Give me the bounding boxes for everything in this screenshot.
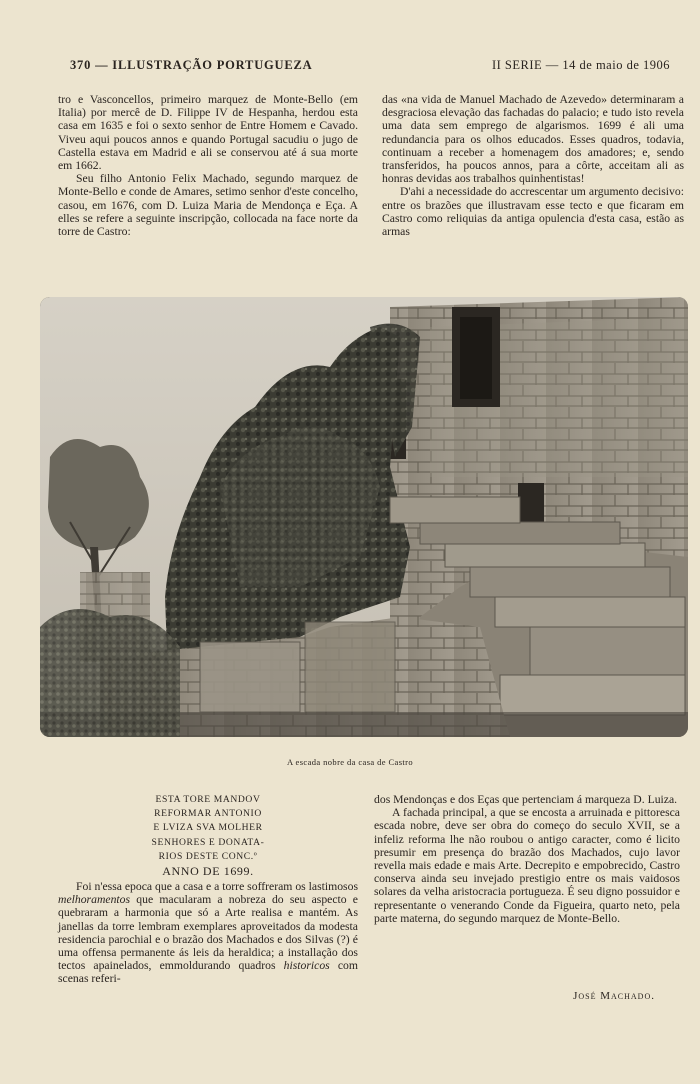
page-number-title: 370 — ILLUSTRAÇÃO PORTUGUEZA	[70, 57, 313, 72]
page-header	[70, 56, 670, 74]
inscription	[118, 793, 298, 878]
inscription-line: SENHORES E DONATA-	[151, 836, 265, 848]
photo-caption: A escada nobre da casa de Castro	[286, 757, 414, 767]
column-top-left	[58, 93, 358, 238]
emphasis: melhoramentos	[58, 893, 131, 907]
paragraph: das «na vida de Manuel Machado de Azevedo» determinaram a desgraciosa elevação das fachadas do palacio; e tudo isto revela uma data sem emprego de algarismos. 1699 é ali uma redundancia para os olhos educados. Esses quadros, todavia, continuam a receber a homenagem dos amadores; e, sendo transferidos, ha poucos annos, para a côrte, acceitam ali as honras devidas aos trabalhos quinhentistas!	[382, 93, 684, 186]
inscription-line: REFORMAR ANTONIO	[154, 808, 262, 820]
photo-illustration	[40, 297, 688, 737]
column-top-right	[382, 93, 684, 238]
paragraph	[58, 880, 358, 986]
inscription-line: ANNO DE 1699.	[162, 864, 254, 879]
paragraph: A fachada principal, a que se encosta a arruinada e pittoresca escada nobre, deve ser obra do começo do seculo XVII, se a infeliz reforma lhe não roubou o antigo caracter, como é licito presumir em presença do brazão dos Machados, cujo lavor revella mais edade e mais Arte. Decrepito e empobrecido, Castro conserva ainda seu invejado prestigio entre os mais vaidosos solares da velha aristocracia portugueza. É seu digno possuidor e representante o venerando Conde da Figueira, quarto neto, pela parte materna, do segundo marquez de Monte-Bello.	[374, 806, 680, 925]
paragraph: tro e Vasconcellos, primeiro marquez de Monte-Bello (em Italia) por mercê de D. Filippe IV de Hespanha, herdou esta casa em 1635 e foi o sexto senhor de Entre Homem e Cavado. Viveu aqui poucos annos e quando Portugal sacudiu o jugo de Castella estava em Madrid e ali se conservou até á sua morte em 1662.	[58, 93, 358, 173]
inscription-line: ESTA TORE MANDOV	[155, 794, 261, 805]
text-run: que macularam a nobreza do seu aspecto e quebraram a harmonia que só a Arte realisa e mantém. As janellas da torre lembram exemplares aproveitados da modesta residencia parochial e o brazão dos Machados e dos Silvas (?) é uma offensa permanente ás leis da heraldica; a installação dos tectos apainelados, emmoldurando quadros	[58, 893, 358, 973]
column-bottom-right	[374, 793, 680, 925]
author-signature: José Machado.	[573, 990, 655, 1002]
column-bottom-left	[58, 880, 358, 986]
inscription-line: RIOS DESTE CONC.º	[158, 850, 258, 862]
paragraph: dos Mendonças e dos Eças que pertenciam á marqueza D. Luiza.	[374, 793, 678, 806]
emphasis: historicos	[283, 959, 330, 973]
paragraph: D'ahi a necessidade do accrescentar um argumento decisivo: entre os brazões que illustravam esse tecto e que ficaram em Castro como reliquias da antiga opulencia d'esta casa, estão as armas	[382, 185, 684, 239]
inscription-line: E LVIZA SVA MOLHER	[153, 822, 263, 834]
paragraph: Seu filho Antonio Felix Machado, segundo marquez de Monte-Bello e conde de Amares, setimo senhor d'este concelho, casou, em 1676, com D. Luiza Maria de Mendonça e Eça. A elles se refere a seguinte inscripção, collocada na face norte da torre de Castro:	[58, 172, 358, 239]
text-run: com scenas referi-	[58, 959, 358, 986]
photograph-stone-staircase	[40, 297, 688, 737]
text-run: Foi n'essa epoca que a casa e a torre soffreram os lastimosos	[76, 880, 358, 893]
issue-date: II SERIE — 14 de maio de 1906	[491, 57, 670, 72]
